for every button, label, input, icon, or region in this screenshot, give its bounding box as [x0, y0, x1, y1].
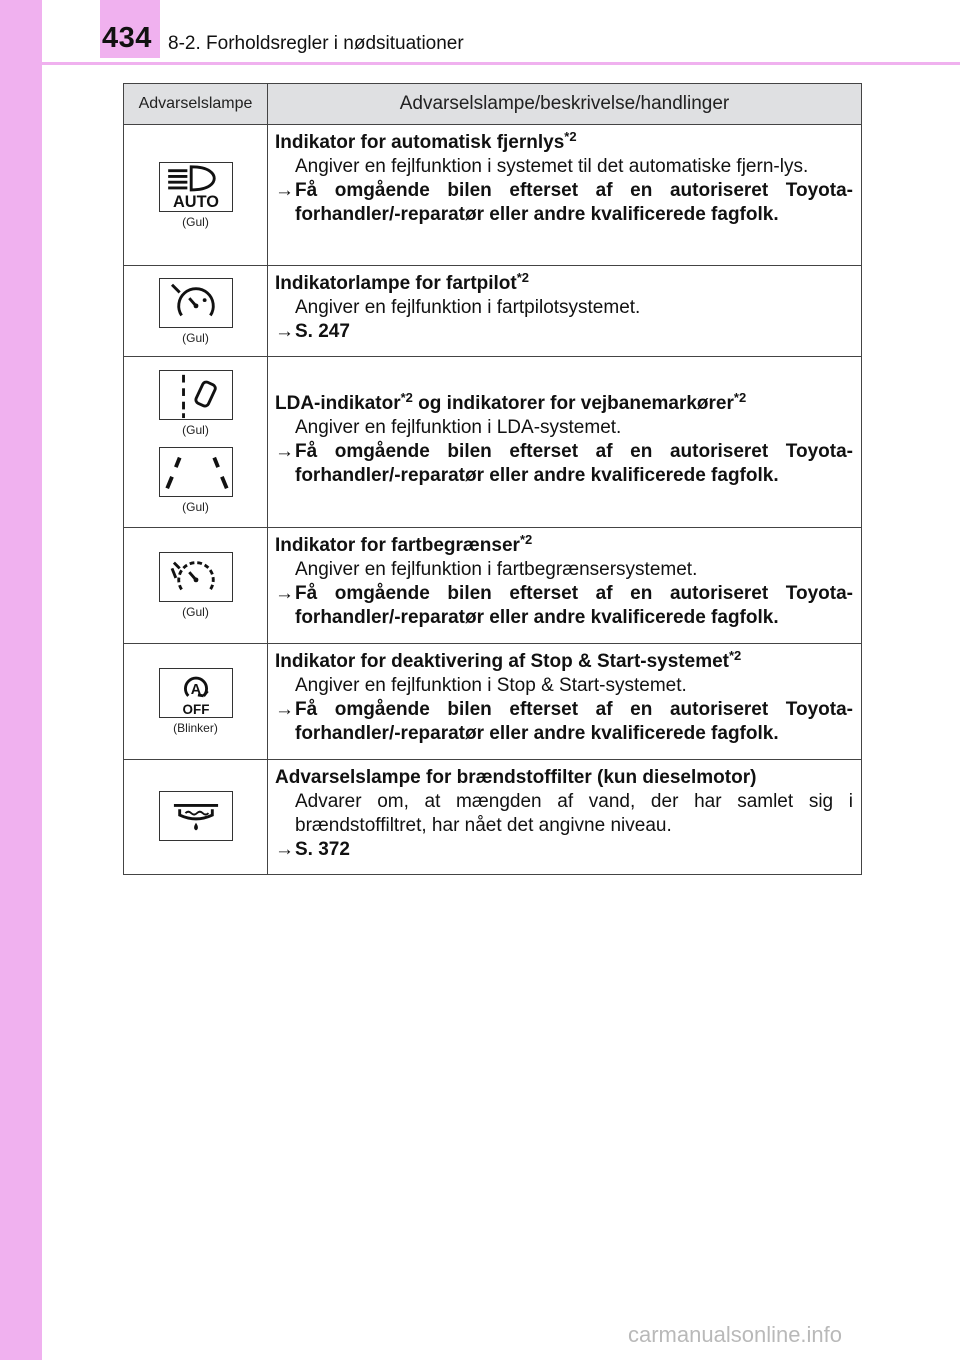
row-action: → Få omgående bilen efterset af en autoriseret Toyota-forhandler/-reparatør eller andre kvalificerede fagfolk.: [275, 441, 853, 486]
col-header-description: Advarselslampe/beskrivelse/handlinger: [268, 84, 862, 125]
speed-limiter-icon: [159, 552, 233, 602]
off-icon-label: OFF: [182, 702, 209, 717]
row-action: → Få omgående bilen efterset af en autoriseret Toyota-forhandler/-reparatør eller andre kvalificerede fagfolk.: [275, 180, 853, 225]
icon-caption: (Gul): [182, 605, 209, 619]
footnote-marker: *2: [564, 129, 577, 144]
icon-caption: (Blinker): [173, 721, 218, 735]
icon-cell: [124, 357, 268, 528]
icon-caption: (Gul): [182, 500, 209, 514]
page-reference-link[interactable]: S. 247: [295, 321, 350, 342]
text-cell: [268, 357, 862, 528]
footnote-marker: *2: [733, 390, 747, 405]
row-description: Angiver en fejlfunktion i Stop & Start-systemet.: [295, 675, 687, 696]
icon-cell: [124, 528, 268, 644]
footnote-marker: *2: [729, 648, 742, 663]
row-title: Indikator for deaktivering af Stop & Start-systemet$^{*2}$: [275, 648, 742, 672]
text-cell: [268, 644, 862, 760]
row-description: Advarer om, at mængden af vand, der har samlet sig i brændstoffiltret, har nået det angivne niveau.: [295, 791, 853, 836]
icon-group: [124, 370, 267, 437]
icon-cell: [124, 266, 268, 357]
row-description: Angiver en fejlfunktion i LDA-systemet.: [295, 417, 622, 438]
icon-cell: [124, 125, 268, 266]
text-cell: [268, 266, 862, 357]
lane-departure-icon: [159, 370, 233, 420]
icon-group: [124, 447, 267, 514]
icon-cell: [124, 644, 268, 760]
footnote-marker: *2: [519, 532, 533, 547]
page-number: 434: [102, 22, 152, 54]
row-action: [275, 838, 853, 862]
icon-cell: [124, 760, 268, 875]
header-rule: [42, 62, 960, 65]
arrow-icon: →: [275, 441, 294, 462]
row-action: [275, 320, 853, 344]
icon-caption: (Gul): [182, 423, 209, 437]
arrow-icon: →: [275, 583, 294, 604]
svg-text:A: A: [190, 681, 201, 698]
arrow-icon: →: [275, 321, 294, 342]
side-color-strip: [0, 0, 42, 1360]
auto-high-beam-icon: [159, 162, 233, 212]
warning-lamp-table: [123, 83, 862, 875]
watermark: carmanualsonline.info: [628, 1322, 843, 1347]
icon-caption: (Gul): [182, 330, 209, 345]
auto-icon-label: AUTO: [172, 192, 219, 211]
lane-markers-icon: [159, 447, 233, 497]
text-cell: [268, 125, 862, 266]
table-header-row: [124, 84, 862, 125]
table-row: [124, 528, 862, 644]
row-description: Angiver en fejlfunktion i fartbegrænsersystemet.: [295, 559, 698, 580]
row-title: Advarselslampe for brændstoffilter (kun dieselmotor): [275, 767, 757, 788]
table-row: [124, 125, 862, 266]
fuel-filter-icon: [159, 791, 233, 841]
section-title: 8-2. Forholdsregler i nødsituationer: [168, 33, 464, 54]
row-description: Angiver en fejlfunktion i fartpilotsystemet.: [295, 297, 641, 318]
arrow-icon: →: [275, 839, 294, 860]
row-title: Indikator for fartbegrænser$^{*2}$: [275, 532, 533, 556]
text-cell: [268, 528, 862, 644]
row-title: LDA-indikator$^{*2}$ og indikatorer for vejbanemarkører$^{*2}$: [275, 390, 747, 414]
arrow-icon: →: [275, 699, 294, 720]
table-row: [124, 760, 862, 875]
row-title: Indikator for automatisk fjernlys$^{*2}$: [275, 129, 577, 153]
icon-caption: (Gul): [182, 214, 209, 229]
row-action: → Få omgående bilen efterset af en autoriseret Toyota-forhandler/-reparatør eller andre kvalificerede fagfolk.: [275, 583, 853, 628]
col-header-lamp: Advarselslampe: [124, 84, 268, 125]
table-row: [124, 266, 862, 357]
row-description: Angiver en fejlfunktion i systemet til det automatiske fjern-lys.: [295, 156, 809, 177]
page-reference-link[interactable]: S. 372: [295, 839, 350, 860]
row-title: Indikatorlampe for fartpilot$^{*2}$: [275, 270, 530, 294]
row-action: → Få omgående bilen efterset af en autoriseret Toyota-forhandler/-reparatør eller andre kvalificerede fagfolk.: [275, 699, 853, 744]
table-row: [124, 644, 862, 760]
footnote-marker: *2: [400, 390, 413, 405]
stop-start-off-icon: [159, 668, 233, 718]
cruise-control-icon: [159, 278, 233, 328]
text-cell: [268, 760, 862, 875]
arrow-icon: →: [275, 180, 294, 201]
page-header: [42, 0, 960, 64]
table-row: [124, 357, 862, 528]
footnote-marker: *2: [516, 270, 530, 285]
